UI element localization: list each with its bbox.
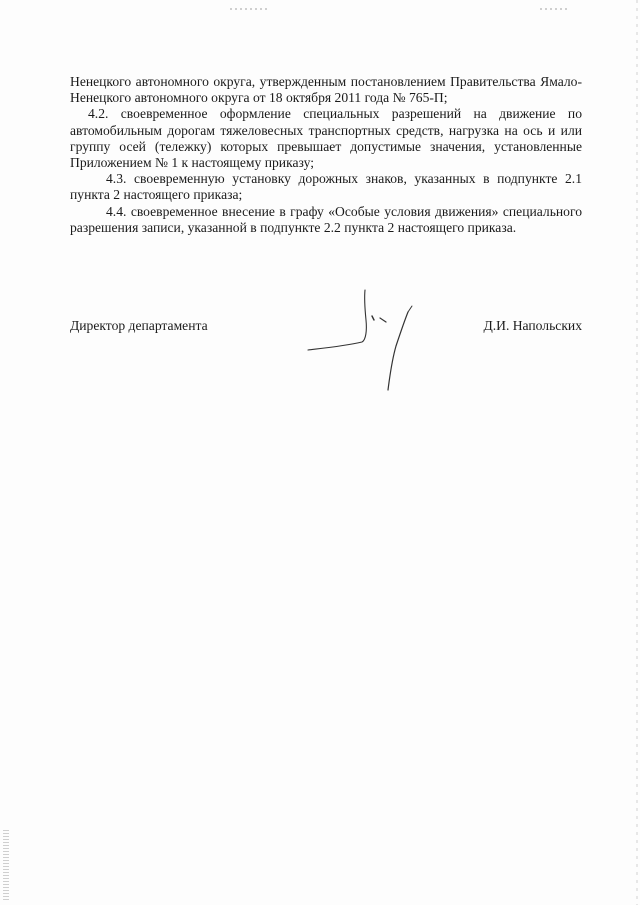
paragraph-4-2: 4.2. своевременное оформление специальных разрешений на движение по автомобильным дорогам тяжеловесных транспортных средств, нагрузка на ось и или группу осей (тележку) которых превышает допустимые значения, установленные Приложением № 1 к настоящему приказу; (70, 106, 582, 171)
paragraph-4-4: 4.4. своевременное внесение в графу «Особые условия движения» специального разрешения записи, указанной в подпункте 2.2 пункта 2 настоящего приказа. (70, 203, 582, 235)
signatory-name: Д.И. Напольских (483, 318, 582, 333)
paragraph-4-3: 4.3. своевременную установку дорожных знаков, указанных в подпункте 2.1 пункта 2 настоящего приказа; (70, 171, 582, 203)
document-body (70, 74, 582, 236)
signatory-title: Директор департамента (70, 318, 208, 333)
scan-artifact-top-right (540, 8, 570, 10)
scan-artifact-top (230, 8, 270, 10)
scan-edge-right (636, 0, 638, 905)
paragraph-continuation: Ненецкого автономного округа, утвержденным постановлением Правительства Ямало-Ненецкого автономного округа от 18 октября 2011 года № 765-П; (70, 74, 582, 106)
handwritten-signature (300, 282, 430, 402)
signature-block (70, 318, 582, 338)
scan-edge-left (3, 830, 9, 900)
